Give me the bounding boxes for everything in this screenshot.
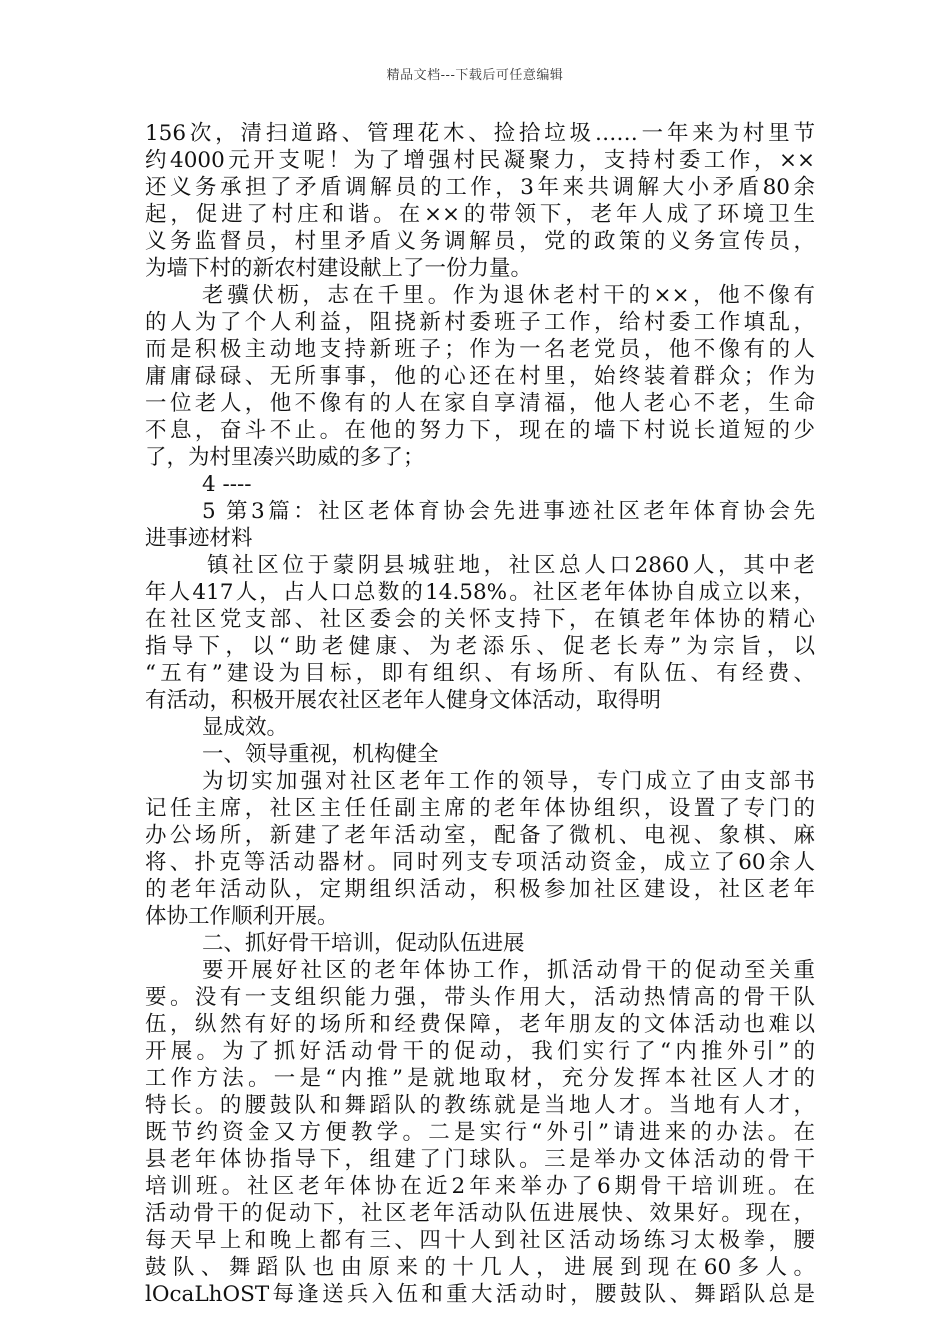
- document-body: [145, 120, 815, 1308]
- text-line: 要开展好社区的老年体协工作，抓活动骨干的促动至关重: [202, 958, 815, 983]
- text-line: 为墙下村的新农村建设献上了一份力量。: [145, 256, 533, 281]
- text-line: 县老年体协指导下，组建了门球队。三是举办文体活动的骨干: [145, 1147, 815, 1172]
- text-line: 工作方法。一是“内推”是就地取材，充分发挥本社区人才的: [145, 1066, 815, 1091]
- text-line: 了，为村里凑兴助威的多了；: [145, 445, 425, 470]
- text-line: 约4000元开支呢！为了增强村民凝聚力，支持村委工作，××: [145, 148, 815, 173]
- text-line: “五有”建设为目标，即有组织、有场所、有队伍、有经费、: [145, 661, 815, 686]
- text-line: 起，促进了村庄和谐。在××的带领下，老年人成了环境卫生: [145, 202, 815, 227]
- text-line: 既节约资金又方便教学。二是实行“外引”请进来的办法。在: [145, 1120, 815, 1145]
- text-line: 二、抓好骨干培训，促动队伍进展: [202, 931, 525, 956]
- text-line: 义务监督员，村里矛盾义务调解员，党的政策的义务宣传员，: [145, 229, 815, 254]
- text-line: 镇社区位于蒙阴县城驻地，社区总人口2860人，其中老: [207, 553, 815, 578]
- text-line: 而是积极主动地支持新班子；作为一名老党员，他不像有的人: [145, 337, 815, 362]
- text-line: 5 第3篇：社区老体育协会先进事迹社区老年体育协会先: [202, 499, 815, 524]
- text-line: 每天早上和晚上都有三、四十人到社区活动场练习太极拳，腰: [145, 1228, 815, 1253]
- text-line: 庸庸碌碌、无所事事，他的心还在村里，始终装着群众；作为: [145, 364, 815, 389]
- text-line: 老骥伏枥，志在千里。作为退休老村干的××，他不像有: [202, 283, 815, 308]
- text-line: 指导下，以“助老健康、为老添乐、促老长寿”为宗旨，以: [145, 634, 815, 659]
- text-line: 年人417人，占人口总数的14.58%。社区老年体协自成立以来，: [145, 580, 815, 605]
- text-line: 进事迹材料: [145, 526, 253, 551]
- text-line: 一位老人，他不像有的人在家自享清福，他人老心不老，生命: [145, 391, 815, 416]
- text-line: 体协工作顺利开展。: [145, 904, 339, 929]
- text-line: 培训班。社区老年体协在近2年来举办了6期骨干培训班。在: [145, 1174, 815, 1199]
- text-line: 显成效。: [202, 715, 289, 740]
- text-line: 还义务承担了矛盾调解员的工作，3年来共调解大小矛盾80余: [145, 175, 815, 200]
- text-line: 有活动，积极开展农社区老年人健身文体活动，取得明: [145, 688, 662, 713]
- text-line: 鼓队、舞蹈队也由原来的十几人，进展到现在60多人。: [145, 1255, 815, 1280]
- text-line: 记任主席，社区主任任副主席的老年体协组织，设置了专门的: [145, 796, 815, 821]
- text-line: 将、扑克等活动器材。同时列支专项活动资金，成立了60余人: [145, 850, 815, 875]
- text-line: 156次，清扫道路、管理花木、捡拾垃圾……一年来为村里节: [145, 121, 815, 146]
- text-line: 不息，奋斗不止。在他的努力下，现在的墙下村说长道短的少: [145, 418, 815, 443]
- text-line: 一、领导重视，机构健全: [202, 742, 439, 767]
- text-line: 4 ----: [202, 472, 252, 497]
- page-header: 精品文档---下载后可任意编辑: [386, 68, 564, 83]
- text-line: lOcaLhOST每逢送兵入伍和重大活动时，腰鼓队、舞蹈队总是: [145, 1282, 815, 1307]
- text-line: 伍，纵然有好的场所和经费保障，老年朋友的文体活动也难以: [145, 1012, 815, 1037]
- text-line: 活动骨干的促动下，社区老年活动队伍进展快、效果好。现在，: [145, 1201, 815, 1226]
- text-line: 为切实加强对社区老年工作的领导，专门成立了由支部书: [202, 769, 815, 794]
- text-line: 的老年活动队，定期组织活动，积极参加社区建设，社区老年: [145, 877, 815, 902]
- text-line: 的人为了个人利益，阻挠新村委班子工作，给村委工作填乱，: [145, 310, 815, 335]
- text-line: 在社区党支部、社区委会的关怀支持下，在镇老年体协的精心: [145, 607, 815, 632]
- text-line: 要。没有一支组织能力强，带头作用大，活动热情高的骨干队: [145, 985, 815, 1010]
- text-line: 开展。为了抓好活动骨干的促动，我们实行了“内推外引”的: [145, 1039, 815, 1064]
- text-line: 办公场所，新建了老年活动室，配备了微机、电视、象棋、麻: [145, 823, 815, 848]
- text-line: 特长。的腰鼓队和舞蹈队的教练就是当地人才。当地有人才，: [145, 1093, 815, 1118]
